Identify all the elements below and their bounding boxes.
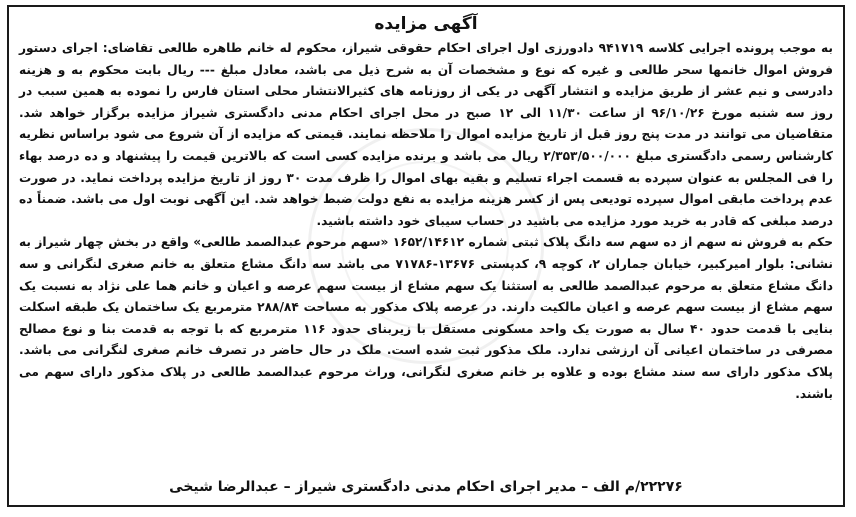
notice-title: آگهی مزایده <box>374 14 478 34</box>
notice-footer-signature: ۲۲۲۷۶/م الف – مدیر اجرای احکام مدنی دادگستری شیراز – عبدالرضا شیخی <box>169 479 683 495</box>
notice-paragraph-2: حکم به فروش نه سهم از ده سهم سه دانگ پلاک ثبتی شماره ۱۶۵۲/۱۴۶۱۲ «سهم مرحوم عبدالصمد طالعی» واقع در بخش چهار شیراز به نشانی: بلوار امیرکبیر، خیابان جماران ۲، کوچه ۹، کدپستی ۱۳۶۷۶-۷۱۷۸۶ می باشد سه دانگ مشاع متعلق به خانم صغری لنگرانی و سه دانگ مشاع متعلق به مرحوم عبدالصمد طالعی به استثنا یک سهم مشاع از بیست سهم عرصه و اعیان و خانم هما علی نژاد به نسبت یک سهم مشاع از بیست سهم عرصه و اعیان مالکیت دارند. در عرصه پلاک مذکور به مساحت ۲۸۸/۸۴ مترمربع یک ساختمان یک طبقه اسکلت بنایی با قدمت حدود ۴۰ سال به صورت یک واحد مسکونی مستقل با زیربنای حدود ۱۱۶ مترمربع که با توجه به قدمت بنا و نوع مصالح مصرفی در ساختمان اعیانی آن ارزشی ندارد. ملک مذکور ثبت شده است. ملک در حال حاضر در تصرف خانم صغری لنگرانی می باشد. پلاک مذکور دارای سه سند مشاع بوده و علاوه بر خانم صغری لنگرانی، وراث مرحوم عبدالصمد طالعی در پلاک مذکور دارای سهم می باشند. <box>19 235 833 401</box>
notice-paragraph-1: به موجب پرونده اجرایی کلاسه ۹۴۱۷۱۹ دادورزی اول اجرای احکام حقوقی شیراز، محکوم له خانم طاهره طالعی تقاضای: اجرای دستور فروش اموال خانمها سحر طالعی و غیره که نوع و مشخصات آن به شرح ذیل می باشد، معادل مبلغ --- ریال بابت محکوم به و هزینه دادرسی و نیم عشر از طریق مزایده و انتشار آگهی در یکی از روزنامه های کثیرالانتشار محلی استان فارس را نموده به همین سبب در روز سه شنبه مورخ ۹۶/۱۰/۲۶ از ساعت ۱۱/۳۰ الی ۱۲ صبح در محل اجرای احکام مدنی دادگستری شیراز مزایده برگزار خواهد شد. متقاضیان می توانند در مدت پنج روز قبل از تاریخ مزایده اموال را ملاحظه نمایند. قیمتی که مزایده از آن شروع می شود براساس نظریه کارشناس رسمی دادگستری مبلغ ۲/۳۵۳/۵۰۰/۰۰۰ ریال می باشد و برنده مزایده کسی است که بالاترین قیمت را پیشنهاد و ده درصد بهاء را فی المجلس به عنوان سپرده به قسمت اجراء تسلیم و بقیه بهای اموال را ظرف مدت ۳۰ روز از تاریخ مزایده پرداخت نماید. در صورت عدم پرداخت مابقی اموال سپرده تودیعی پس از کسر هزینه مزایده به نفع دولت ضبط خواهد شد. این آگهی نوبت اول می باشد. ضمناً ده درصد مبلغی که قادر به خرید مورد مزایده می باشید در حساب سیبای خود داشته باشید. <box>19 41 834 228</box>
notice-frame <box>7 5 845 507</box>
